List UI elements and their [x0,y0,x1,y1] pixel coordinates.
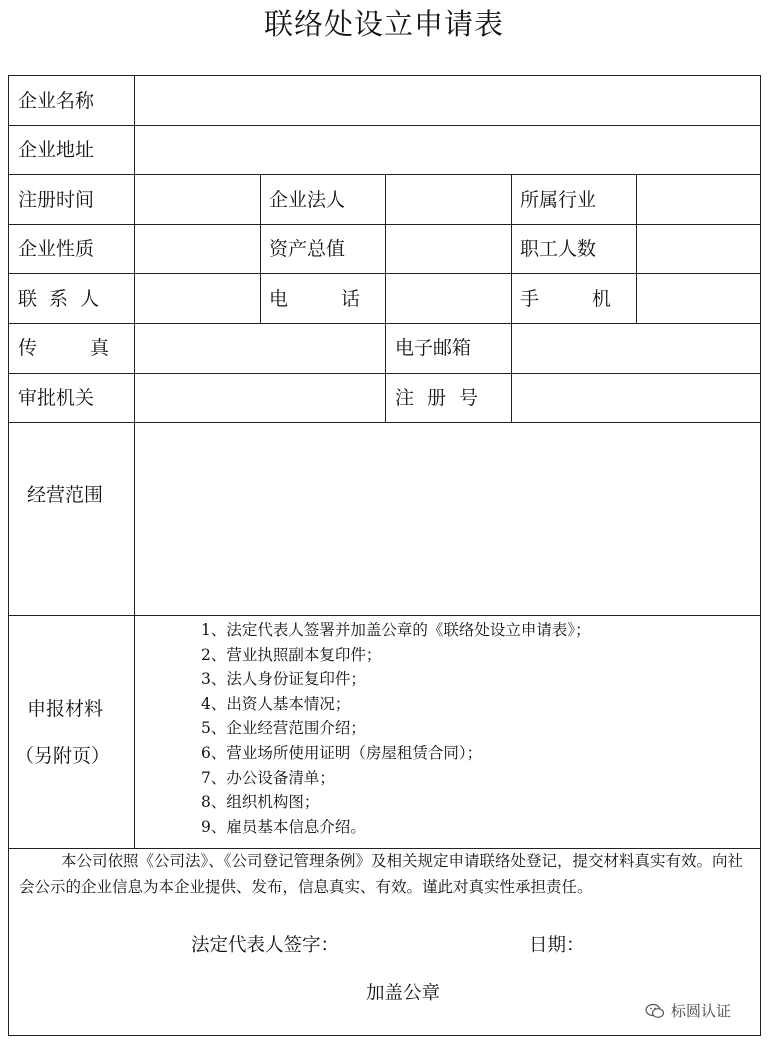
list-item: 4、出资人基本情况； [201,694,351,713]
employee-count-field[interactable] [637,224,760,273]
total-assets-field[interactable] [386,224,511,273]
label-approval-authority: 审批机关 [18,387,95,409]
list-item: 8、组织机构图； [201,793,320,812]
column-divider [260,174,261,323]
label-registration-no: 注册号 [395,387,492,409]
industry-field[interactable] [637,174,760,224]
label-email: 电子邮箱 [395,337,472,359]
company-address-field[interactable] [135,125,760,174]
declaration-text: 本公司依照《公司法》、《公司登记管理条例》及相关规定申请联络处登记，提交材料真实有效。向社会公示的企业信息为本企业提供、发布，信息真实、有效。谨此对真实性承担责任。 [19,852,744,896]
list-item: 7、办公设备清单； [201,768,335,787]
business-scope-field[interactable] [135,422,760,615]
date-label: 日期： [529,935,585,956]
label-telephone: 电话 [269,288,414,310]
label-company-name: 企业名称 [18,90,95,112]
wechat-icon [645,1003,665,1019]
seal-label: 加盖公章 [366,983,441,1004]
label-employee-count: 职工人数 [520,238,597,260]
list-item: 1、法定代表人签署并加盖公章的《联络处设立申请表》； [201,621,591,639]
label-business-scope: 经营范围 [27,484,104,506]
email-field[interactable] [512,323,760,373]
label-register-time: 注册时间 [18,189,95,211]
label-company-nature: 企业性质 [18,238,95,260]
legal-person-field[interactable] [386,174,511,224]
registration-no-field[interactable] [512,373,760,422]
list-item: 3、法人身份证复印件； [201,670,366,689]
approval-authority-field[interactable] [135,373,385,422]
label-materials-note: （另附页） [15,745,111,767]
label-legal-person: 企业法人 [269,189,346,211]
contact-person-field[interactable] [135,273,260,323]
list-item: 9、雇员基本信息介绍。 [201,817,366,836]
company-nature-field[interactable] [135,224,260,273]
watermark [645,1000,731,1021]
label-mobile: 手机 [520,288,665,310]
list-item: 6、营业场所使用证明（房屋租赁合同）； [201,743,483,762]
company-name-field[interactable] [135,76,760,125]
label-contact-person: 联系人 [18,288,112,310]
label-company-address: 企业地址 [18,139,95,161]
label-materials: 申报材料 [27,698,104,720]
row-divider [9,615,760,616]
telephone-field[interactable] [386,273,511,323]
signature-label: 法定代表人签字： [191,935,340,956]
label-industry: 所属行业 [520,189,597,211]
fax-field[interactable] [135,323,385,373]
column-divider [385,323,386,422]
list-item: 5、企业经营范围介绍； [201,719,366,738]
application-form-table [8,75,761,1036]
list-item: 2、营业执照副本复印件； [201,645,382,664]
form-title: 联络处设立申请表 [263,7,504,41]
label-total-assets: 资产总值 [269,238,346,260]
register-time-field[interactable] [135,174,260,224]
watermark-text: 标圆认证 [671,1002,732,1020]
materials-list [201,618,591,839]
mobile-field[interactable] [637,273,760,323]
label-fax: 传真 [18,337,163,359]
